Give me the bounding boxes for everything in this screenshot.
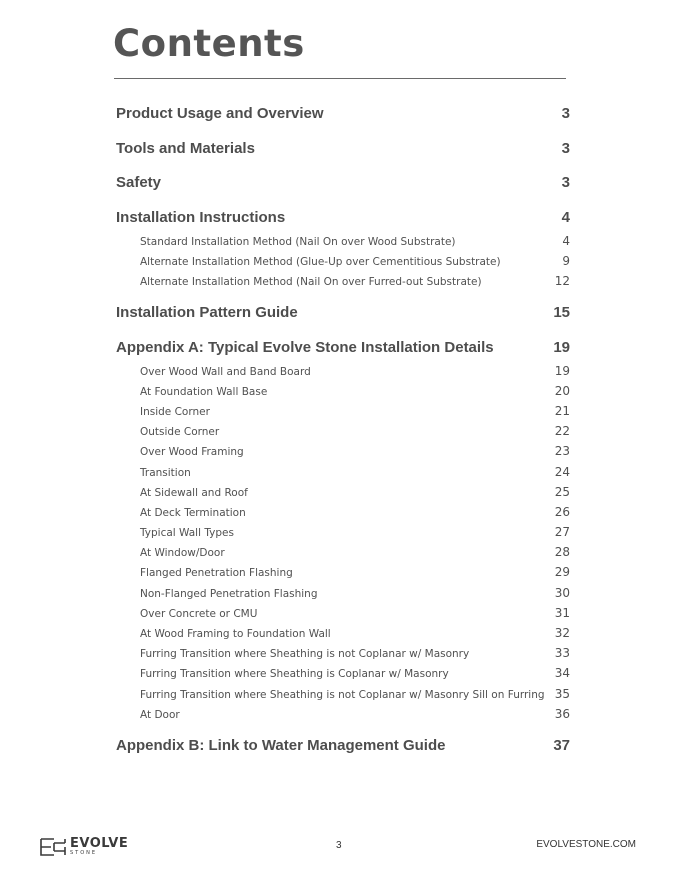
toc-subentry-page: 22 — [554, 424, 570, 439]
toc-subentry-label: Non-Flanged Penetration Flashing — [140, 587, 318, 600]
toc-entry-page: 3 — [561, 139, 570, 157]
toc-subentry-page: 20 — [554, 383, 570, 398]
toc-subentry[interactable] — [116, 401, 570, 421]
toc-subentry-label: At Foundation Wall Base — [140, 385, 268, 398]
toc-subentry[interactable] — [116, 231, 570, 251]
toc-subentry[interactable] — [116, 623, 570, 643]
toc-subentry[interactable] — [116, 381, 570, 401]
toc-subentry-page: 31 — [554, 605, 570, 620]
evolve-logo-icon — [40, 838, 66, 856]
toc-entry[interactable] — [116, 170, 570, 196]
page-number: 3 — [336, 840, 342, 851]
website-link[interactable]: EVOLVESTONE.COM — [536, 839, 636, 850]
toc-subentry-label: At Sidewall and Roof — [140, 486, 248, 499]
toc-subentry-page: 33 — [554, 646, 570, 661]
toc-subentry[interactable] — [116, 643, 570, 663]
toc-subentry-page: 29 — [554, 565, 570, 580]
toc-subentry[interactable] — [116, 583, 570, 603]
evolve-stone-logo — [40, 837, 128, 856]
toc-subentry-label: Furring Transition where Sheathing is not Coplanar w/ Masonry — [140, 648, 470, 661]
toc-subentry-label: Alternate Installation Method (Nail On over Furred-out Substrate) — [140, 275, 482, 288]
toc-subentry-label: Transition — [140, 466, 191, 479]
toc-subentry[interactable] — [116, 441, 570, 461]
toc-subentry-page: 24 — [554, 464, 570, 479]
toc-subentry-label: Inside Corner — [140, 405, 210, 418]
toc-entry-label: Installation Instructions — [116, 208, 286, 226]
toc-subentry-page: 4 — [562, 233, 570, 248]
toc-subentry-label: Furring Transition where Sheathing is Coplanar w/ Masonry — [140, 668, 449, 681]
toc-entry-label: Product Usage and Overview — [116, 105, 324, 122]
toc-entry-label: Tools and Materials — [116, 139, 255, 157]
toc-subentry-page: 25 — [554, 484, 570, 499]
table-of-contents — [116, 101, 570, 759]
toc-subentry-label: Over Concrete or CMU — [140, 607, 258, 620]
toc-entry-page: 15 — [553, 304, 570, 322]
toc-subentry[interactable] — [116, 361, 570, 381]
toc-entry[interactable] — [116, 335, 570, 361]
toc-subentry[interactable] — [116, 421, 570, 441]
toc-subentry-label: At Window/Door — [140, 547, 225, 560]
toc-subentry-label: At Deck Termination — [140, 506, 246, 519]
toc-subentry[interactable] — [116, 603, 570, 623]
logo-subtext: STONE — [70, 850, 98, 856]
toc-subentry-label: At Wood Framing to Foundation Wall — [140, 628, 331, 640]
toc-entry[interactable] — [116, 733, 570, 759]
toc-subentry[interactable] — [116, 663, 570, 683]
toc-subentry-page: 35 — [554, 686, 570, 701]
toc-subentry[interactable] — [116, 684, 570, 704]
title-divider — [114, 78, 566, 79]
toc-subentry-page: 28 — [554, 545, 570, 560]
logo-wordmark: EVOLVE — [70, 836, 129, 851]
toc-subentry-label: Standard Installation Method (Nail On over Wood Substrate) — [140, 235, 456, 248]
page-title: Contents — [113, 22, 305, 65]
toc-entry[interactable] — [116, 101, 570, 127]
toc-subentry[interactable] — [116, 271, 570, 291]
toc-subentry[interactable] — [116, 251, 570, 271]
toc-subentry-page: 34 — [554, 666, 570, 681]
toc-entry-label: Safety — [116, 174, 162, 191]
toc-entry-page: 3 — [561, 174, 570, 191]
toc-entry-label: Appendix B: Link to Water Management Guide — [116, 736, 446, 754]
toc-subentry[interactable] — [116, 482, 570, 502]
toc-subentry-label: Typical Wall Types — [140, 527, 234, 540]
toc-subentry-page: 19 — [554, 363, 570, 378]
toc-entry-page: 4 — [561, 208, 570, 226]
toc-subentry[interactable] — [116, 502, 570, 522]
toc-subentry-label: Over Wood Wall and Band Board — [140, 365, 311, 378]
toc-subentry-label: Furring Transition where Sheathing is not Coplanar w/ Masonry Sill on Furring — [140, 688, 545, 701]
toc-entry-label: Installation Pattern Guide — [116, 304, 298, 322]
toc-subentry-page: 30 — [554, 585, 570, 600]
toc-subentry[interactable] — [116, 704, 570, 724]
toc-entry[interactable] — [116, 300, 570, 326]
toc-subentry-label: Alternate Installation Method (Glue-Up over Cementitious Substrate) — [140, 255, 501, 268]
toc-subentry-page: 9 — [562, 253, 570, 268]
toc-subentry-page: 32 — [554, 626, 570, 640]
toc-subentry-label: Flanged Penetration Flashing — [140, 567, 293, 580]
toc-subentry-page: 26 — [554, 504, 570, 519]
toc-subentry-page: 12 — [554, 273, 570, 288]
toc-entry-page: 3 — [561, 105, 570, 122]
toc-subentry-page: 21 — [554, 403, 570, 418]
toc-subentry-label: Over Wood Framing — [140, 446, 244, 459]
toc-subentry-label: At Door — [140, 708, 180, 721]
toc-entry[interactable] — [116, 205, 570, 231]
toc-subentry-label: Outside Corner — [140, 426, 220, 439]
toc-entry-page: 19 — [553, 338, 570, 356]
toc-subentry-page: 23 — [554, 444, 570, 459]
toc-subentry[interactable] — [116, 562, 570, 582]
toc-entry-label: Appendix A: Typical Evolve Stone Installation Details — [116, 338, 494, 356]
toc-subentry-page: 36 — [554, 706, 570, 721]
toc-entry[interactable] — [116, 136, 570, 162]
toc-subentry[interactable] — [116, 522, 570, 542]
toc-subentry-page: 27 — [554, 525, 570, 540]
toc-subentry[interactable] — [116, 462, 570, 482]
toc-entry-page: 37 — [553, 736, 570, 754]
toc-subentry[interactable] — [116, 542, 570, 562]
